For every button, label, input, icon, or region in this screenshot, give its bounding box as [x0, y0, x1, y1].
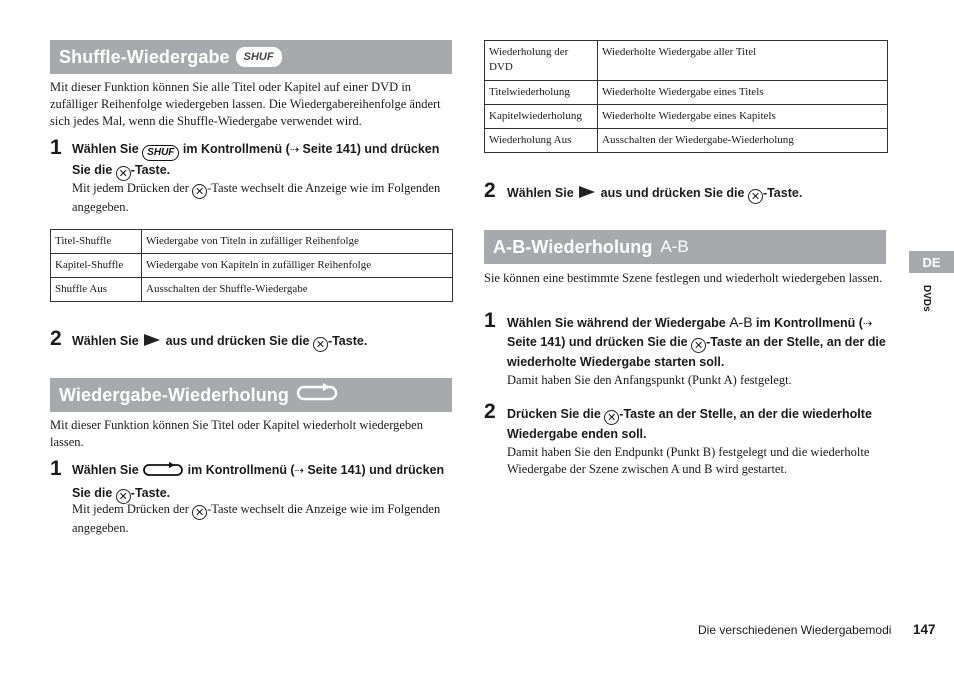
reference-arrow-icon: ⇢	[862, 317, 873, 330]
ab-step2-a: Drücken Sie die	[507, 407, 601, 421]
table-cell: Kapitel-Shuffle	[51, 254, 142, 278]
table-cell: Wiederholung der DVD	[485, 41, 598, 81]
shuffle-step2-c: -Taste.	[327, 334, 368, 348]
shuffle-step1-text	[72, 140, 452, 181]
repeat-step2-c: -Taste.	[762, 186, 803, 200]
table-cell: Wiedergabe von Kapiteln in zufälliger Reihenfolge	[142, 254, 453, 278]
table-cell: Wiederholung Aus	[485, 129, 598, 153]
ab-section-title: A-B-Wiederholung	[493, 236, 653, 257]
shuffle-step2-text	[72, 332, 452, 352]
shuffle-step1-note-b: -Taste wechselt die Anzeige wie im Folgenden angegeben.	[72, 181, 441, 214]
shuffle-step2-a: Wählen Sie	[72, 334, 139, 348]
repeat-section-title: Wiedergabe-Wiederholung	[59, 384, 289, 405]
shuffle-step1-note-a: Mit jedem Drücken der	[72, 181, 189, 195]
shuffle-step1-d: -Taste.	[130, 163, 171, 177]
shuf-icon: SHUF	[236, 47, 282, 67]
ab-step2-text	[507, 405, 887, 444]
shuffle-step2-number: 2	[50, 327, 62, 350]
repeat-icon	[295, 383, 339, 408]
page-number: 147	[913, 622, 936, 637]
shuffle-step1-note	[72, 180, 452, 216]
repeat-step2-a: Wählen Sie	[507, 186, 574, 200]
cross-button-icon: ✕	[691, 338, 706, 353]
ab-step1-text	[507, 313, 887, 372]
cross-button-icon: ✕	[748, 189, 763, 204]
repeat-step1-note	[72, 501, 452, 537]
cross-button-icon: ✕	[192, 505, 207, 520]
repeat-step1-note-a: Mit jedem Drücken der	[72, 502, 189, 516]
table-cell: Kapitelwiederholung	[485, 105, 598, 129]
ab-icon: A-B	[729, 314, 753, 330]
repeat-step1-d: -Taste.	[130, 486, 171, 500]
shuffle-step1-number: 1	[50, 136, 62, 159]
repeat-step1-number: 1	[50, 457, 62, 480]
repeat-step2-text	[507, 184, 887, 204]
shuffle-step1-a: Wählen Sie	[72, 142, 139, 156]
ab-step2-b: -Taste an der Stelle, an der die wiederholte Wiedergabe enden soll.	[507, 407, 872, 441]
footer-chapter-title: Die verschiedenen Wiedergabemodi	[698, 623, 892, 637]
ab-step1-note: Damit haben Sie den Anfangspunkt (Punkt A) festgelegt.	[507, 373, 792, 387]
table-cell: Ausschalten der Wiedergabe-Wiederholung	[598, 129, 888, 153]
table-cell: Ausschalten der Shuffle-Wiedergabe	[142, 278, 453, 302]
shuffle-intro: Mit dieser Funktion können Sie alle Titel oder Kapitel auf einer DVD in zufälliger Reihenfolge wiedergeben lassen. Die Wiedergabereihenfolge ändert sich jedes Mal, wenn die Shuffle-Wiedergabe verwendet wird.	[50, 80, 441, 128]
table-row	[485, 105, 888, 129]
ab-step1-number: 1	[484, 309, 496, 332]
shuffle-step2-b: aus und drücken Sie die	[165, 334, 310, 348]
table-cell: Shuffle Aus	[51, 278, 142, 302]
ab-step1-d: -Taste an der Stelle, an der die wiederholte Wiedergabe starten soll.	[507, 335, 886, 369]
ab-step2-number: 2	[484, 400, 496, 423]
repeat-intro: Mit dieser Funktion können Sie Titel oder Kapitel wiederholt wiedergeben lassen.	[50, 418, 423, 449]
repeat-step1-a: Wählen Sie	[72, 463, 139, 477]
language-tab: DE	[909, 251, 954, 273]
shuffle-step1-b: im Kontrollmenü (	[182, 142, 290, 156]
repeat-step1-c: Seite 141) und drücken Sie die	[72, 463, 445, 500]
ab-icon: A-B	[660, 237, 689, 256]
repeat-step1-note-b: -Taste wechselt die Anzeige wie im Folgenden angegeben.	[72, 502, 441, 535]
ab-step2-note: Damit haben Sie den Endpunkt (Punkt B) festgelegt und die wiederholte Wiedergabe der Szene zwischen A und B wird gestartet.	[507, 445, 870, 476]
table-cell: Wiederholte Wiedergabe eines Titels	[598, 81, 888, 105]
ab-step1-c: Seite 141) und drücken Sie die	[507, 335, 688, 349]
table-cell: Wiedergabe von Titeln in zufälliger Reihenfolge	[142, 230, 453, 254]
ab-section-header	[484, 230, 886, 264]
repeat-icon	[142, 462, 184, 484]
cross-button-icon: ✕	[604, 410, 619, 425]
table-row	[51, 278, 453, 302]
ab-step1-a: Wählen Sie während der Wiedergabe	[507, 316, 726, 330]
repeat-section-header	[50, 378, 452, 412]
right-arrow-icon	[579, 186, 595, 198]
right-arrow-icon	[144, 334, 160, 346]
shuffle-mode-table	[50, 229, 453, 302]
reference-arrow-icon: ⇢	[294, 464, 304, 477]
cross-button-icon: ✕	[192, 184, 207, 199]
table-cell: Wiederholte Wiedergabe aller Titel	[598, 41, 888, 81]
table-row	[51, 230, 453, 254]
table-cell: Wiederholte Wiedergabe eines Kapitels	[598, 105, 888, 129]
table-cell: Titelwiederholung	[485, 81, 598, 105]
shuf-icon: SHUF	[142, 145, 179, 161]
section-side-label: DVDs	[921, 285, 932, 312]
shuffle-section-title: Shuffle-Wiedergabe	[59, 46, 230, 67]
ab-step1-b: im Kontrollmenü (	[756, 316, 863, 330]
table-row	[51, 254, 453, 278]
shuffle-step1-c: Seite 141) und drücken Sie die	[72, 142, 440, 177]
cross-button-icon: ✕	[313, 337, 328, 352]
table-row	[485, 81, 888, 105]
shuffle-section-header	[50, 40, 452, 74]
repeat-step1-b: im Kontrollmenü (	[187, 463, 295, 477]
repeat-step1-text	[72, 461, 452, 504]
repeat-step2-number: 2	[484, 179, 496, 202]
reference-arrow-icon: ⇢	[289, 143, 300, 156]
repeat-mode-table	[484, 40, 888, 153]
cross-button-icon: ✕	[116, 489, 131, 504]
cross-button-icon: ✕	[116, 166, 131, 181]
ab-intro: Sie können eine bestimmte Szene festlegen und wiederholt wiedergeben lassen.	[484, 271, 883, 285]
repeat-step2-b: aus und drücken Sie die	[600, 186, 745, 200]
table-cell: Titel-Shuffle	[51, 230, 142, 254]
table-row	[485, 129, 888, 153]
table-row	[485, 41, 888, 81]
